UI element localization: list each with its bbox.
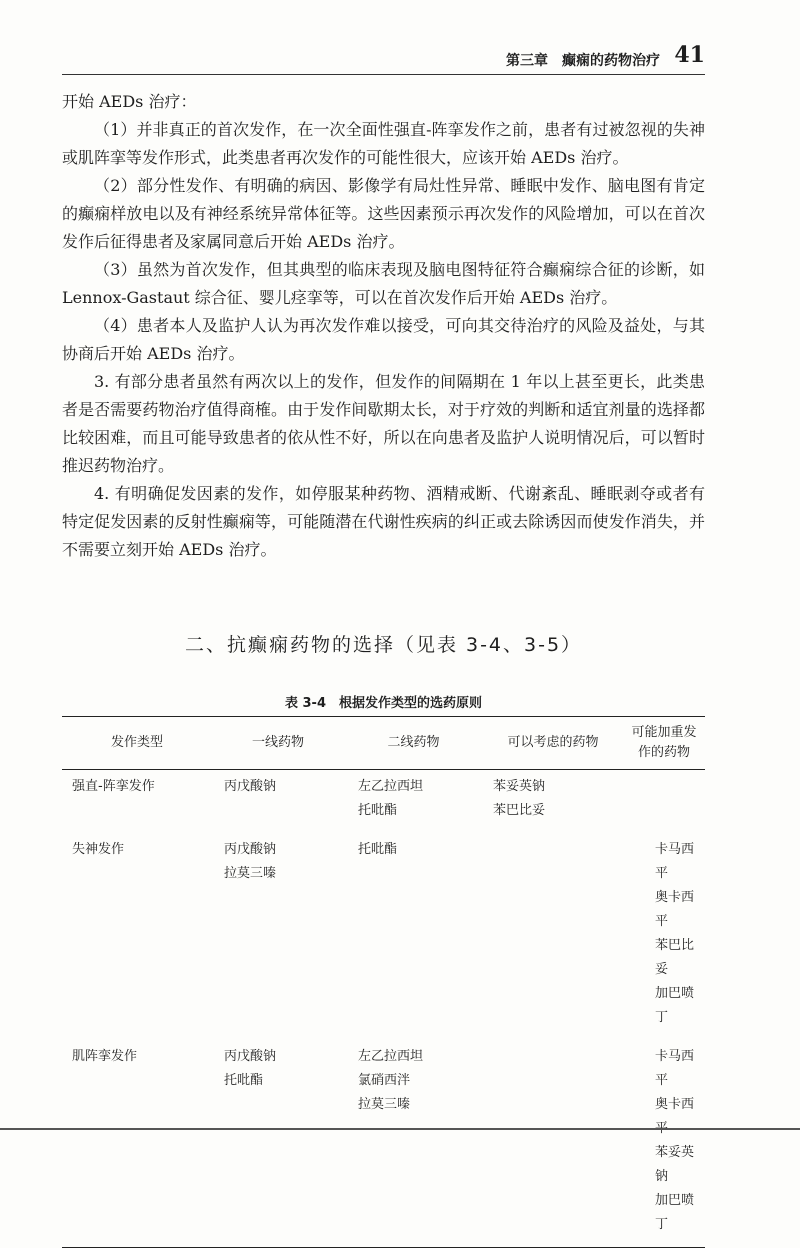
table-cell-first xyxy=(212,770,344,834)
cell-line: 奥卡西平 xyxy=(655,890,695,929)
section-heading: 二、抗癫痫药物的选择（见表 3-4、3-5） xyxy=(184,634,583,656)
table-cell-type xyxy=(62,1040,212,1248)
column-header-line: 可能加重发 xyxy=(631,725,697,740)
table-body xyxy=(62,770,705,1248)
table-row xyxy=(62,833,705,1040)
cell-line: 肌阵挛发作 xyxy=(72,1049,138,1064)
cell-line: 奥卡西平 xyxy=(655,1097,695,1136)
cell-line: 卡马西平 xyxy=(655,842,695,881)
table-cell-first xyxy=(212,833,344,1040)
cell-line: 苯妥英钠 xyxy=(493,779,546,794)
table-cell-second xyxy=(344,833,483,1040)
paragraph: （4）患者本人及监护人认为再次发作难以接受，可向其交待治疗的风险及益处，与其协商后开始 AEDs 治疗。 xyxy=(62,316,705,363)
table-caption: 表 3-4 根据发作类型的选药原则 xyxy=(284,696,482,711)
bottom-rule xyxy=(0,1128,800,1130)
page-number: 41 xyxy=(674,42,705,68)
table-row xyxy=(62,1040,705,1248)
paragraph: （3）虽然为首次发作，但其典型的临床表现及脑电图特征符合癫痫综合征的诊断，如 Lennox-Gastaut 综合征、婴儿痉挛等，可以在首次发作后开始 AEDs 治疗。 xyxy=(62,260,705,307)
paragraph: （1）并非真正的首次发作，在一次全面性强直-阵挛发作之前，患者有过被忽视的失神或肌阵挛等发作形式，此类患者再次发作的可能性很大，应该开始 AEDs 治疗。 xyxy=(62,120,705,167)
column-header: 发作类型 xyxy=(110,735,163,750)
cell-line: 左乙拉西坦 xyxy=(358,779,424,794)
table-cell-second xyxy=(344,1040,483,1248)
paragraph: （2）部分性发作、有明确的病因、影像学有局灶性异常、睡眠中发作、脑电图有肯定的癫痫样放电以及有神经系统异常体征等。这些因素预示再次发作的风险增加，可以在首次发作后征得患者及家属同意后开始 AEDs 治疗。 xyxy=(62,176,705,251)
table-cell-consider xyxy=(483,1040,623,1248)
cell-line: 托吡酯 xyxy=(358,803,398,818)
cell-line: 强直-阵挛发作 xyxy=(72,779,155,794)
cell-line: 左乙拉西坦 xyxy=(358,1049,424,1064)
column-header: 一线药物 xyxy=(251,735,304,750)
column-header-line: 作的药物 xyxy=(637,745,690,760)
cell-line: 丙戊酸钠 xyxy=(224,779,277,794)
drug-selection-table xyxy=(62,716,705,1248)
table-cell-first xyxy=(212,1040,344,1248)
table-cell-worsen xyxy=(623,770,705,834)
table-header-row xyxy=(62,717,705,770)
cell-line: 失神发作 xyxy=(72,842,125,857)
cell-line: 托吡酯 xyxy=(224,1073,264,1088)
table-cell-worsen xyxy=(623,833,705,1040)
table-cell-second xyxy=(344,770,483,834)
cell-line: 丙戊酸钠 xyxy=(224,842,277,857)
column-header xyxy=(623,717,705,770)
table-cell-type xyxy=(62,833,212,1040)
table-cell-consider xyxy=(483,770,623,834)
table-row xyxy=(62,770,705,834)
paragraph: 开始 AEDs 治疗： xyxy=(62,92,197,111)
cell-line: 拉莫三嗪 xyxy=(358,1097,411,1112)
cell-line: 苯巴比妥 xyxy=(655,938,695,977)
cell-line: 氯硝西泮 xyxy=(358,1073,411,1088)
cell-line: 加巴喷丁 xyxy=(655,986,695,1025)
cell-line: 加巴喷丁 xyxy=(655,1193,695,1232)
page-header xyxy=(62,38,705,75)
cell-line: 苯妥英钠 xyxy=(655,1145,695,1184)
table-cell-type xyxy=(62,770,212,834)
cell-line: 苯巴比妥 xyxy=(493,803,546,818)
table-cell-consider xyxy=(483,833,623,1040)
cell-line: 丙戊酸钠 xyxy=(224,1049,277,1064)
table-cell-worsen xyxy=(623,1040,705,1248)
cell-line: 托吡酯 xyxy=(358,842,398,857)
cell-line: 拉莫三嗪 xyxy=(224,866,277,881)
chapter-title: 第三章 癫痫的药物治疗 xyxy=(506,53,660,69)
paragraph: 3. 有部分患者虽然有两次以上的发作，但发作的间隔期在 1 年以上甚至更长，此类患者是否需要药物治疗值得商榷。由于发作间歇期太长，对于疗效的判断和适宜剂量的选择都比较困难，而且可能导致患者的依从性不好，所以在向患者及监护人说明情况后，可以暂时推迟药物治疗。 xyxy=(62,372,705,475)
column-header: 二线药物 xyxy=(387,735,440,750)
cell-line: 卡马西平 xyxy=(655,1049,695,1088)
column-header: 可以考虑的药物 xyxy=(507,735,599,750)
body-text xyxy=(62,88,705,564)
paragraph: 4. 有明确促发因素的发作，如停服某种药物、酒精戒断、代谢紊乱、睡眠剥夺或者有特定促发因素的反射性癫痫等，可能随潜在代谢性疾病的纠正或去除诱因而使发作消失，并不需要立刻开始 AEDs 治疗。 xyxy=(62,484,705,559)
